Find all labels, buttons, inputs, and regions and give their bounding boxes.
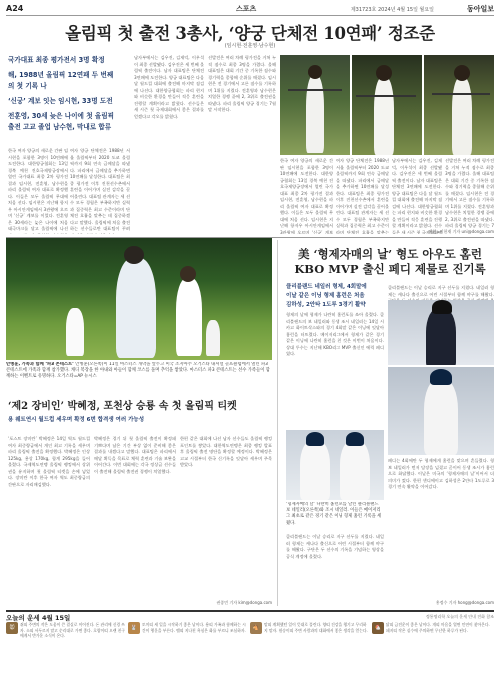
weightlifting-headline: ‘제2 장비인’ 박혜정, 포천상 승룡 속 첫 올림픽 티켓 bbox=[8, 401, 237, 412]
subhead-line: 해, 1988년 올림픽 12연패 두 번째의 첫 기록 나 bbox=[8, 71, 114, 90]
fortune-col-3: 🐴 말띠 계획했던 일이 뜻대로 풀린다. 양띠 건강을 챙기고 무리하지 말자. 원숭이띠 주변 사람과의 대화에서 좋은 생각을 얻는다. bbox=[250, 622, 370, 688]
baseball-body-col2: 페디는 4회에만 두 형제에게 홈런을 맞으며 흔들렸다. 형 보 네일러가 먼저 담장을 넘겼고 곧이어 동생 조시가 홈런으로 화답했다. 이날은 미국의 ‘형제자매의 날’이어서 더 의미가 컸다. 한편 샌디에이고 김하성은 2안타 1도루로 3경기 연속 활약을 이어갔다. bbox=[388, 458, 494, 489]
golf-caption bbox=[6, 362, 272, 392]
weightlifting-body-col1: ‘포스트 장미란’ 박혜정은 14일 역도 월드컵 여자 최중량급에서 개인 최고 기록을 세우며 파리 올림픽 출전을 확정했다. 박혜정은 인상 125kg, 용상 170kg, 합계 295kg을 들어 올렸다. 국제역도연맹 올림픽 랭킹에서 상위권을 유지하며 첫 올림픽 티켓을 손에 넣었다. 장미란 이후 한국 여자 역도 최중량급의 간판으로 자리매김했다. bbox=[8, 436, 90, 487]
newspaper-logo: 동아일보 bbox=[466, 4, 494, 13]
golf-credit: 오거스타=AP 뉴시스 bbox=[57, 374, 97, 380]
weightlifting-subhead: 용 웨트연시 월드컵 세우며 확정 6번 합격생 여러 가능성 bbox=[8, 417, 145, 423]
fortune-header bbox=[6, 610, 494, 620]
archery-body-col4: 한국 여자 양궁의 새로운 간판 임시현을 포함한 3명이 10연패에 도전한다. 대한양궁협회는 13일 경북 예천 진호국제양궁장에서 열린 국가대표 최종 2차 평가전 결과 임시현, 전훈영, 남수현을 파리 올림픽 여자 대표로 확정했다. 이들은 모두 올림픽 무대에 처음 선다. 임시현은 지난해 항저우 아시안게임에서 3관왕에 오르며 ‘신궁’ 계보 bbox=[280, 158, 333, 234]
archery-body-col6: 남자부에서는 김우진, 김제덕, 이우석이 최종 선발됐다. 김우진은 세 번째 올림픽 출전이다. 남자 대표팀은 단체전 3연패에 도전한다. 양궁 대표팀은 다음 달 월드컵 대회에 출전해 마지막 점검에 나선다. 대한양궁협회는 파리 현지와 비슷한 환경을 만들어 적응 훈련을 진행할 계획이라고 밝혔다. 선수들은 새 시즌 첫 국제대회에 bbox=[392, 158, 442, 234]
baseball-body-col2-top: 클리블랜드는 이날 승리로 지구 선두를 지켰다. 네일러 형제는 캐나다 출신으로 어린 시절부터 함께 야구를 해왔다. bbox=[388, 285, 494, 297]
subhead-line: 국가대표 최종 평가전서 3명 확정 bbox=[8, 56, 105, 64]
issue-meta: 제31723호 2024년 4월 15일 월요일 bbox=[350, 7, 434, 13]
archery-body-col1: 한국 여자 양궁의 새로운 간판 임시현을 포함한 3명이 10연패에 도전한다. 대한양궁협회는 13일 경북 예천 진호국제양궁장에서 열린 국가대표 최종 2차 평가전 결과 임시현, 전훈영, 남수현을 파리 올림픽 여자 대표로 확정했다. 이들은 모두 올림픽 무대에 처음 선다. 임시현은 지난해 항저우 아시안게임에서 3관왕에 오르며 ‘신궁’ 계보를 이었다. 전훈영은 30세라는 늦은 나이에 처음 태극마크를 달고 올림픽에 나선 bbox=[8, 148, 68, 231]
page-header bbox=[6, 4, 494, 16]
weightlifting-body-col3: 한편 같은 대회에 나선 남자 선수들도 올림픽 랭킹 포인트를 쌓았다. 대한역도연맹은 최종 랭킹 발표 후 올림픽 출전 명단을 확정할 예정이다. 박혜정은 고교 시절부터 한국 신기록을 잇달아 세우며 주목받았다. bbox=[180, 436, 272, 467]
fortune-note: 정통명리학 오늘의 운세 안내 전화 참조 bbox=[425, 614, 494, 619]
player-photo-batter bbox=[388, 367, 494, 455]
fortune-text: 닭띠 금전운이 좋은 날이다. 개띠 마음을 열면 인연이 찾아온다. 돼지띠 작은 실수에 주의하면 무난한 하루가 된다. bbox=[386, 622, 490, 633]
baseball-body-col3: 클리블랜드는 이날 승리로 지구 선두를 지켰다. 네일러 형제는 캐나다 출신으로 어린 시절부터 함께 야구를 해왔다. 구단은 두 선수의 기록을 기념하는 영상을 공식 계정에 올렸다. bbox=[286, 534, 384, 559]
fortune-col-4: 🐔 닭띠 금전운이 좋은 날이다. 개띠 마음을 열면 인연이 찾아온다. 돼지띠 작은 실수에 주의하면 무난한 하루가 된다. bbox=[372, 622, 492, 688]
archery-body-col1b: 여자 양궁 단체전은 1988년 서울 올림픽부터 2020 도쿄 올림픽까지 9회 연속 금메달을 따냈다. 파리에서 금메달을 추가하면 10연패를 달성한다. 대표팀은 최종 평가전 이후 진천선수촌에서 훈련을 이어가며 실전 감각을 끌어올린다. 대표팀 관계자는 세 선수 모두 경험은 부족하지만 실력과 집중력은 최고 수준이라며 단체전 호흡을 맞추는 데 집중하겠다고 말했다. 올림픽에 처음 출전하는 선수들로만 대표팀이 꾸려 bbox=[70, 148, 130, 231]
weightlifting-body-col2: 박혜정은 경기 뒤 첫 올림픽 출전이 확정돼 기쁘다며 남은 기간 부상 없이 준비해 좋은 결과를 내겠다고 말했다. 대표팀은 파리에서 메달 획득을 목표로 체력 훈련과 기술 보완을 이어간다. 이번 대회에는 각국 정상급 선수들이 출전해 올림픽 출전권 경쟁이 치열했다. bbox=[94, 436, 176, 474]
fortune-text: 말띠 계획했던 일이 뜻대로 풀린다. 양띠 건강을 챙기고 무리하지 말자. 원숭이띠 주변 사람과의 대화에서 좋은 생각을 얻는다. bbox=[264, 622, 368, 633]
fortune-title: 오늘의 운세 4월 15일 bbox=[6, 614, 71, 622]
baseball-credit: 홍정수 기자 hong@donga.com bbox=[435, 600, 494, 605]
golf-caption-text: 안병훈(오른쪽)이 11일 마스터스 개막을 앞두고 미국 조지아주 오거스타 내셔널 골프클럽에서 열린 파3 콘테스트에 가족과 함께 참가했다. 캐디 복장을 한 아내와 아들이 함께 코스를 돌며 추억을 쌓았다. 마스터스 파3 콘테스트는 선수 가족들이 함께하는 이벤트로 유명하다. bbox=[6, 362, 270, 380]
archer-photo-3 bbox=[424, 55, 494, 155]
baseball-caption: ‘형제자매의 날’ 나란히 홈런포를 날린 클리블랜드 보 네일러(오른쪽)와 조시 네일러. 이들은 메이저리그 최초로 같은 경기 같은 이닝 형제 홈런 기록을 세웠다. bbox=[286, 502, 382, 526]
fortune-col-1: 🐭 쥐띠 주변의 작은 도움이 큰 결실로 이어진다. 돈 관리에 신경 쓰자. 소띠 서두르지 말고 순리대로 가면 좋다. 호랑이띠 오랜 친구에게서 반가운 소식이 온다. bbox=[6, 622, 126, 688]
archery-byline: (임시현·전훈영·남수현) bbox=[224, 43, 276, 49]
archer-photo-2 bbox=[352, 55, 422, 155]
subhead-line: ‘신궁’ 계보 잇는 임시현, 33명 도전 bbox=[8, 97, 113, 105]
column-divider bbox=[277, 240, 278, 606]
archery-body-col5: 여자 양궁 단체전은 1988년 서울 올림픽부터 2020 도쿄 올림픽까지 9회 연속 금메달을 따냈다. 파리에서 금메달을 추가하면 10연패를 달성한다. 대표팀은 최종 평가전 이후 진천선수촌에서 훈련을 이어가며 실전 감각을 끌어올린다. 대표팀 관계자는 세 선수 모두 경험은 부족하지만 실력과 집중력은 최고 수준이라며 단체전 호흡을 맞추는 bbox=[336, 158, 389, 234]
golf-caption-title: 안병훈, 가족과 함께 ‘파3 콘테스트’ bbox=[6, 362, 74, 367]
page-number: A24 bbox=[6, 4, 24, 13]
baseball-headline-block bbox=[286, 247, 494, 277]
player-photo-brothers bbox=[286, 430, 384, 500]
archery-subheads bbox=[8, 55, 118, 137]
weightlifting-credit: 권종민 기자 kim@donga.com bbox=[216, 600, 272, 605]
fortune-text: 토끼띠 새 일을 시작하기 좋은 날이다. 용띠 가족과 함께하는 시간이 행운을 부른다. 뱀띠 지나친 욕심은 화를 부르니 조심하자. bbox=[142, 622, 246, 633]
subhead-line: 클리블랜드 네일러 형제, 4회말에 bbox=[286, 284, 367, 290]
player-photo-pitcher bbox=[388, 300, 494, 365]
archery-body-col2: 남자부에서는 김우진, 김제덕, 이우석이 최종 선발됐다. 김우진은 세 번째 올림픽 출전이다. 남자 대표팀은 단체전 3연패에 도전한다. 양궁 대표팀은 다음 달 월드컵 대회에 출전해 마지막 점검에 나선다. 대한양궁협회는 파리 현지와 비슷한 환경을 만들어 적응 훈련을 진행할 계획이라고 밝혔다. 선수들은 새 시즌 첫 국제대회에서 좋은 결과를 얻겠다고 각오를 밝혔다. bbox=[134, 55, 204, 119]
archery-credit: 예천=이헌재 기자 uni@donga.com bbox=[428, 229, 494, 234]
section-name: 스포츠 bbox=[236, 5, 257, 13]
subhead-line: 김하성, 2안타 1도루 3경기 활약 bbox=[286, 302, 366, 308]
fortune-col-2: 🐰 토끼띠 새 일을 시작하기 좋은 날이다. 용띠 가족과 함께하는 시간이 행운을 부른다. 뱀띠 지나친 욕심은 화를 부르니 조심하자. bbox=[128, 622, 248, 688]
subhead-line: 이날 같은 이닝 형제 홈런은 처음 bbox=[286, 293, 365, 299]
baseball-subheads bbox=[286, 283, 396, 310]
baseball-body-col1: 형제의 날에 형제가 나란히 홈런포를 쏘아 올렸다. 클리블랜드의 보 네일러와 동생 조시 네일러는 14일 시카고 화이트삭스와의 경기 4회말 같은 이닝에 잇달아 홈런을 터뜨렸다. 메이저리그에서 형제가 같은 경기 같은 이닝에 나란히 홈런을 친 것은 이번이 처음이다. 상대 투수는 지난해 KBO리그 MVP 출신인 에릭 페디였다. bbox=[286, 312, 384, 356]
archer-photo-1 bbox=[280, 55, 350, 155]
archery-body-col7: 선발전은 여러 차례 평가전을 거쳐 누적 점수로 최종 3명을 가렸다. 올해 대표팀은 대회 기간 중 기록한 점수와 경기력을 종합해 순위를 매겼다. 임시현은 전 경기에서 고른 점수를 기록하며 1위를 지켰다. 전훈영과 남수현은 치열한 경쟁 끝에 2, 3위로 출전권을 따냈다. 파리 올림픽 양궁 경기는 7 bbox=[445, 158, 494, 228]
archery-body-col3: 선발전은 여러 차례 평가전을 거쳐 누적 점수로 최종 3명을 가렸다. 올해 대표팀은 대회 기간 중 기록한 점수와 경기력을 종합해 순위를 매겼다. 임시현은 전 경기에서 고른 점수를 기록하며 1위를 지켰다. 전훈영과 남수현은 치열한 경쟁 끝에 2, 3위로 출전권을 따냈다. 파리 올림픽 양궁 경기는 7월 말 시작한다. bbox=[208, 55, 276, 112]
subhead-line: 전훈영, 30세 늦은 나이에 첫 올림픽 출전 고교 졸업 남수현, 막내로 합류 bbox=[8, 112, 114, 131]
baseball-headline: KBO MVP 출신 페디 제물로 진기록 bbox=[294, 262, 486, 276]
fortune-text: 쥐띠 주변의 작은 도움이 큰 결실로 이어진다. 돈 관리에 신경 쓰자. 소띠 서두르지 말고 순리대로 가면 좋다. 호랑이띠 오랜 친구에게서 반가운 소식이 온다. bbox=[20, 622, 125, 639]
golf-photo bbox=[6, 238, 272, 360]
baseball-kicker: 美 ‘형제자매의 날’ 형도 아우도 홈런 bbox=[298, 247, 482, 261]
archery-headline: 올림픽 첫 출전 3총사, ‘양궁 단체전 10연패’ 정조준 bbox=[65, 24, 435, 43]
